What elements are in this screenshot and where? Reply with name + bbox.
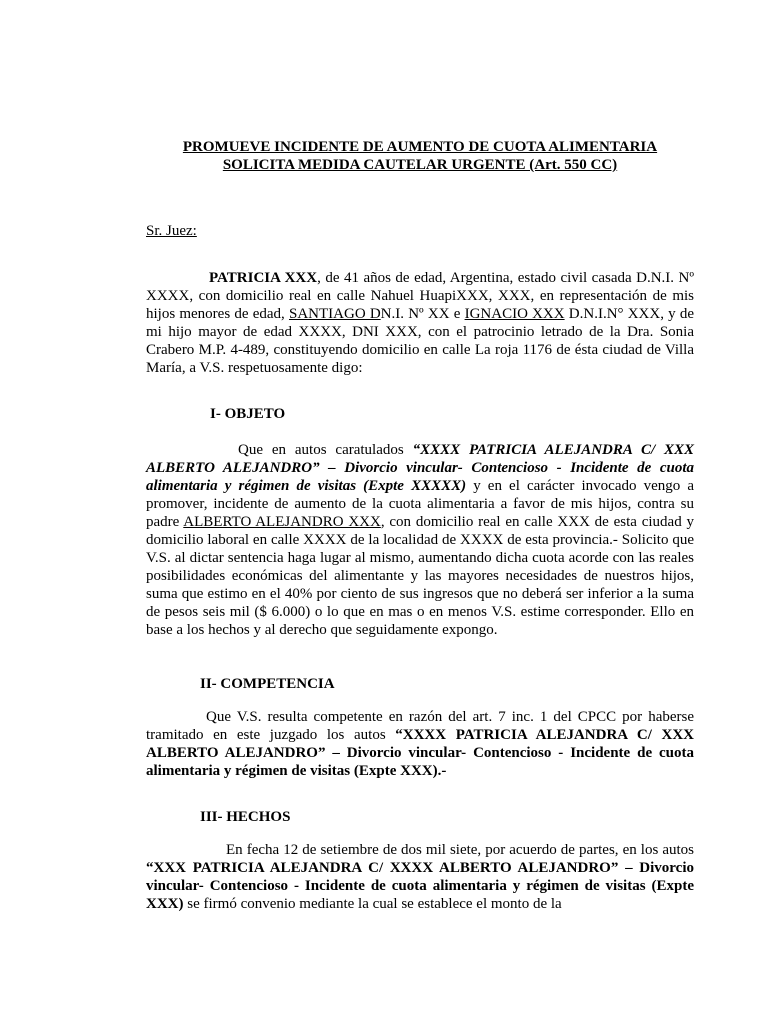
section-heading-competencia: II- COMPETENCIA [200, 676, 335, 692]
case-title: “XXX PATRICIA ALEJANDRA C/ XXXX ALBERTO ALEJANDRO” – Divorcio vincular- Contencioso - Incidente de cuota alimentaria y régimen de visitas (Expte XXX) [146, 860, 694, 912]
section-heading-objeto: I- OBJETO [210, 406, 286, 422]
case-title: “XXXX PATRICIA ALEJANDRA C/ XXX ALBERTO ALEJANDRO” – Divorcio vincular- Contencioso - Incidente de cuota alimentaria y régimen de visitas (Expte XXXXX) [146, 442, 694, 494]
case-title: “XXXX PATRICIA ALEJANDRA C/ XXX ALBERTO ALEJANDRO” – Divorcio vincular- Contencioso - Incidente de cuota alimentaria y régimen de visitas (Expte XXX).- [146, 727, 694, 779]
competencia-paragraph: Que V.S. resulta competente en razón del art. 7 inc. 1 del CPCC por haberse tramitado en este juzgado los autos “XXXX PATRICIA ALEJANDRA C/ XXX ALBERTO ALEJANDRO” – Divorcio vincular- Contencioso - Incidente de cuota alimentaria y régimen de visitas (Expte XXX).- [146, 709, 694, 779]
petitioner-name: PATRICIA XXX [209, 270, 318, 286]
title-line-2: SOLICITA MEDIDA CAUTELAR URGENTE (Art. 550 CC) [222, 157, 618, 173]
section-heading-hechos: III- HECHOS [200, 809, 291, 825]
father-name: ALBERTO ALEJANDRO XXX [183, 514, 381, 530]
salutation: Sr. Juez: [146, 223, 197, 239]
child-name-2: IGNACIO XXX [464, 306, 565, 322]
hechos-paragraph: En fecha 12 de setiembre de dos mil siete, por acuerdo de partes, en los autos “XXX PATRICIA ALEJANDRA C/ XXXX ALBERTO ALEJANDRO” – Divorcio vincular- Contencioso - Incidente de cuota alimentaria y régimen de visitas (Expte XXX) se firmó convenio mediante la cual se establece el monto de la [146, 842, 694, 912]
document-title [146, 138, 694, 174]
child-name-1: SANTIAGO D [288, 306, 381, 322]
intro-paragraph: PATRICIA XXX, de 41 años de edad, Argentina, estado civil casada D.N.I. Nº XXXX, con domicilio real en calle Nahuel HuapiXXX, XXX, en representación de mis hijos menores de edad, SANTIAGO DN.I. Nº XX e IGNACIO XXX D.N.I.N° XXX, y de mi hijo mayor de edad XXXX, DNI XXX, con el patrocinio letrado de la Dra. Sonia Crabero M.P. 4-489, constituyendo domicilio en calle La roja 1176 de ésta ciudad de Villa María, a V.S. respetuosamente digo: [146, 270, 694, 376]
objeto-paragraph: Que en autos caratulados “XXXX PATRICIA ALEJANDRA C/ XXX ALBERTO ALEJANDRO” – Divorcio vincular- Contencioso - Incidente de cuota alimentaria y régimen de visitas (Expte XXXXX) y en el carácter invocado vengo a promover, incidente de aumento de la cuota alimentaria a favor de mis hijos, contra su padre ALBERTO ALEJANDRO XXX, con domicilio real en calle XXX de esta ciudad y domicilio laboral en calle XXXX de la localidad de XXXX de esta provincia.- Solicito que V.S. al dictar sentencia haga lugar al mismo, aumentando dicha cuota acorde con las reales posibilidades económicas del alimentante y las mayores necesidades de nuestros hijos, suma que estimo en el 40% por ciento de sus ingresos que no deberá ser inferior a la suma de pesos seis mil ($ 6.000) o lo que en mas o en menos V.S. estime corresponder. Ello en base a los hechos y al derecho que seguidamente expongo. [146, 442, 695, 638]
title-line-1: PROMUEVE INCIDENTE DE AUMENTO DE CUOTA ALIMENTARIA [182, 139, 658, 155]
